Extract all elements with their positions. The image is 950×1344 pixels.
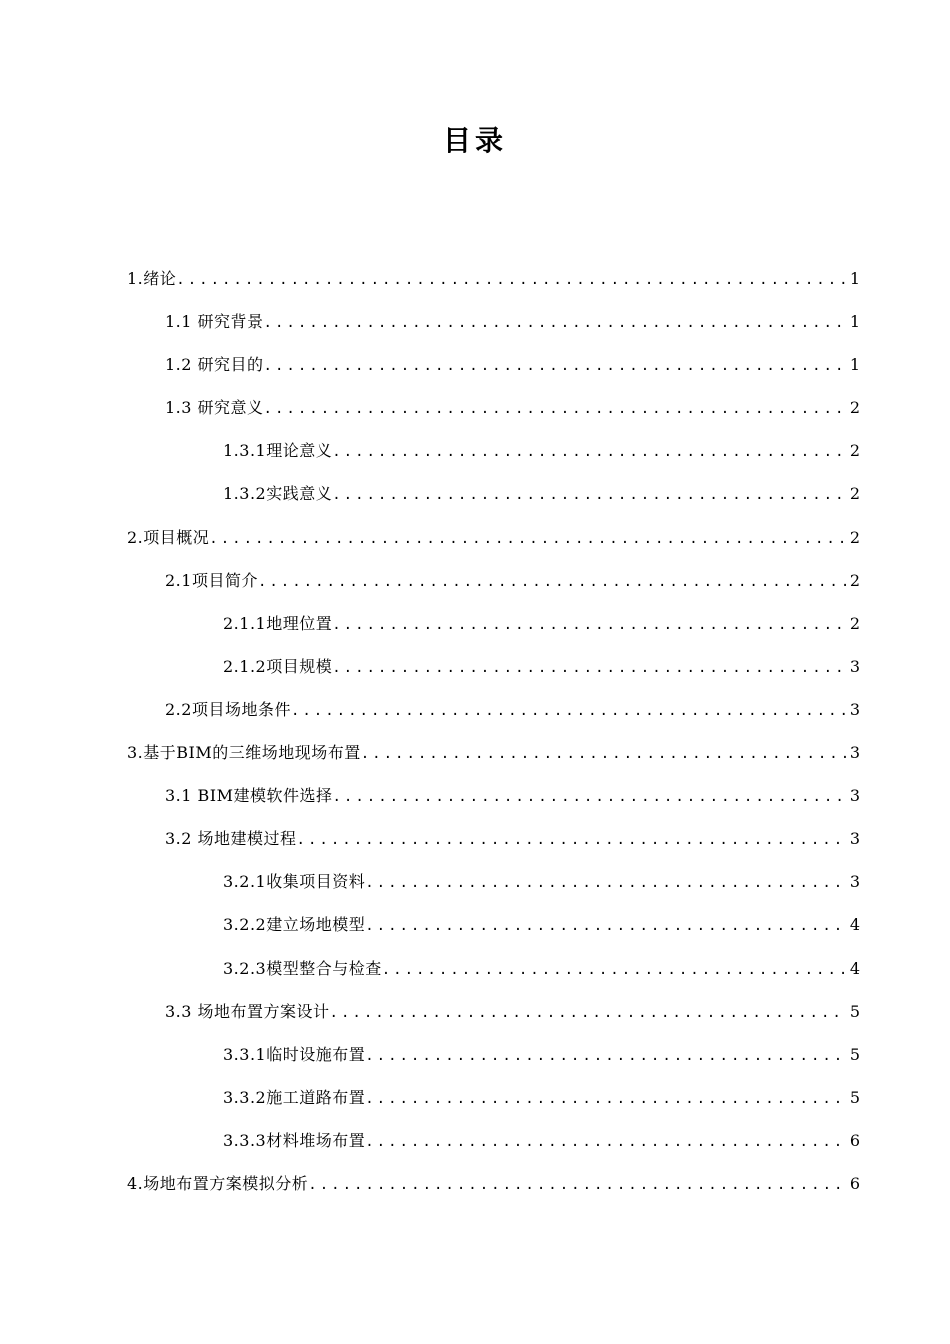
toc-entry-page-number: 2 <box>849 570 860 590</box>
toc-dot-leader <box>365 862 846 905</box>
toc-entry-label: 3.2.1收集项目资料 <box>223 872 366 892</box>
toc-dot-leader <box>332 647 846 690</box>
toc-entry-page-number: 2 <box>849 484 860 504</box>
toc-entry-label: 2.1.2项目规模 <box>223 656 333 676</box>
toc-dot-leader <box>365 1078 846 1121</box>
toc-entry[interactable] <box>127 860 860 903</box>
toc-entry-label: 2.项目概况 <box>127 527 210 547</box>
toc-entry[interactable] <box>127 947 860 990</box>
toc-entry[interactable] <box>127 300 860 343</box>
toc-entry[interactable] <box>127 990 860 1033</box>
toc-dot-leader <box>365 905 846 948</box>
toc-entry[interactable] <box>127 774 860 817</box>
toc-entry[interactable] <box>127 602 860 645</box>
toc-entry-page-number: 6 <box>849 1130 860 1150</box>
toc-entry[interactable] <box>127 731 860 774</box>
toc-entry-label: 4.场地布置方案模拟分析 <box>127 1173 309 1193</box>
toc-entry-page-number: 5 <box>849 1001 860 1021</box>
toc-entry-page-number: 4 <box>849 958 860 978</box>
toc-entry[interactable] <box>127 645 860 688</box>
toc-entry[interactable] <box>127 343 860 386</box>
toc-entry-page-number: 3 <box>849 699 860 719</box>
toc-entry-label: 3.基于BIM的三维场地现场布置 <box>127 743 361 763</box>
toc-entry[interactable] <box>127 386 860 429</box>
toc-entry[interactable] <box>127 903 860 946</box>
toc-dot-leader <box>176 259 846 302</box>
toc-dot-leader <box>332 604 846 647</box>
toc-entry-label: 1.绪论 <box>127 269 177 288</box>
toc-entry[interactable] <box>127 1076 860 1119</box>
toc-entry[interactable] <box>127 1033 860 1076</box>
toc-entry-page-number: 3 <box>849 743 860 763</box>
toc-list <box>127 257 860 1205</box>
toc-entry-page-number: 2 <box>849 441 860 461</box>
toc-entry-label: 2.1项目简介 <box>165 570 258 590</box>
toc-entry-label: 1.3.1理论意义 <box>223 441 333 461</box>
toc-entry-page-number: 5 <box>849 1087 860 1107</box>
toc-entry-page-number: 1 <box>849 312 860 332</box>
toc-entry-page-number: 4 <box>849 915 860 935</box>
toc-entry[interactable] <box>127 688 860 731</box>
toc-entry-label: 3.2.2建立场地模型 <box>223 915 366 935</box>
toc-entry[interactable] <box>127 1162 860 1205</box>
toc-entry-label: 1.2 研究目的 <box>165 355 264 375</box>
toc-dot-leader <box>264 302 846 345</box>
toc-entry-label: 2.2项目场地条件 <box>165 699 291 719</box>
toc-entry-label: 1.3.2实践意义 <box>223 484 333 504</box>
toc-entry-page-number: 6 <box>849 1173 860 1193</box>
toc-title: 目录 <box>442 124 507 157</box>
toc-entry[interactable] <box>127 472 860 515</box>
toc-dot-leader <box>209 518 846 561</box>
toc-entry-label: 3.3 场地布置方案设计 <box>165 1001 330 1021</box>
toc-entry[interactable] <box>127 817 860 860</box>
toc-entry[interactable] <box>127 429 860 472</box>
toc-entry[interactable] <box>127 1119 860 1162</box>
toc-entry-page-number: 3 <box>849 829 860 849</box>
toc-entry-page-number: 2 <box>849 398 860 418</box>
toc-entry[interactable] <box>127 257 860 300</box>
toc-entry-label: 3.2 场地建模过程 <box>165 829 297 849</box>
toc-dot-leader <box>333 776 846 819</box>
toc-dot-leader <box>332 474 846 517</box>
toc-dot-leader <box>258 561 846 604</box>
toc-entry-label: 3.2.3模型整合与检查 <box>223 958 382 978</box>
toc-entry-page-number: 3 <box>849 786 860 806</box>
toc-entry-page-number: 5 <box>849 1044 860 1064</box>
toc-entry-page-number: 1 <box>849 355 860 375</box>
toc-entry-label: 3.1 BIM建模软件选择 <box>165 786 333 806</box>
toc-dot-leader <box>332 431 846 474</box>
toc-entry-page-number: 2 <box>849 613 860 633</box>
toc-entry-page-number: 2 <box>849 527 860 547</box>
toc-dot-leader <box>361 733 846 776</box>
toc-dot-leader <box>365 1035 846 1078</box>
toc-entry[interactable] <box>127 516 860 559</box>
toc-dot-leader <box>308 1164 846 1207</box>
toc-entry-label: 3.3.2施工道路布置 <box>223 1087 366 1107</box>
toc-entry-page-number: 3 <box>849 872 860 892</box>
toc-entry[interactable] <box>127 559 860 602</box>
toc-dot-leader <box>382 949 846 992</box>
toc-entry-label: 3.3.1临时设施布置 <box>223 1044 366 1064</box>
toc-dot-leader <box>297 819 846 862</box>
toc-entry-label: 1.1 研究背景 <box>165 312 264 332</box>
toc-entry-label: 1.3 研究意义 <box>165 398 264 418</box>
toc-dot-leader <box>291 690 846 733</box>
toc-entry-label: 2.1.1地理位置 <box>223 613 333 633</box>
toc-dot-leader <box>365 1121 846 1164</box>
toc-dot-leader <box>264 345 846 388</box>
toc-entry-page-number: 1 <box>849 269 860 288</box>
toc-dot-leader <box>264 388 846 431</box>
toc-dot-leader <box>330 992 846 1035</box>
toc-entry-page-number: 3 <box>849 656 860 676</box>
toc-entry-label: 3.3.3材料堆场布置 <box>223 1130 366 1150</box>
